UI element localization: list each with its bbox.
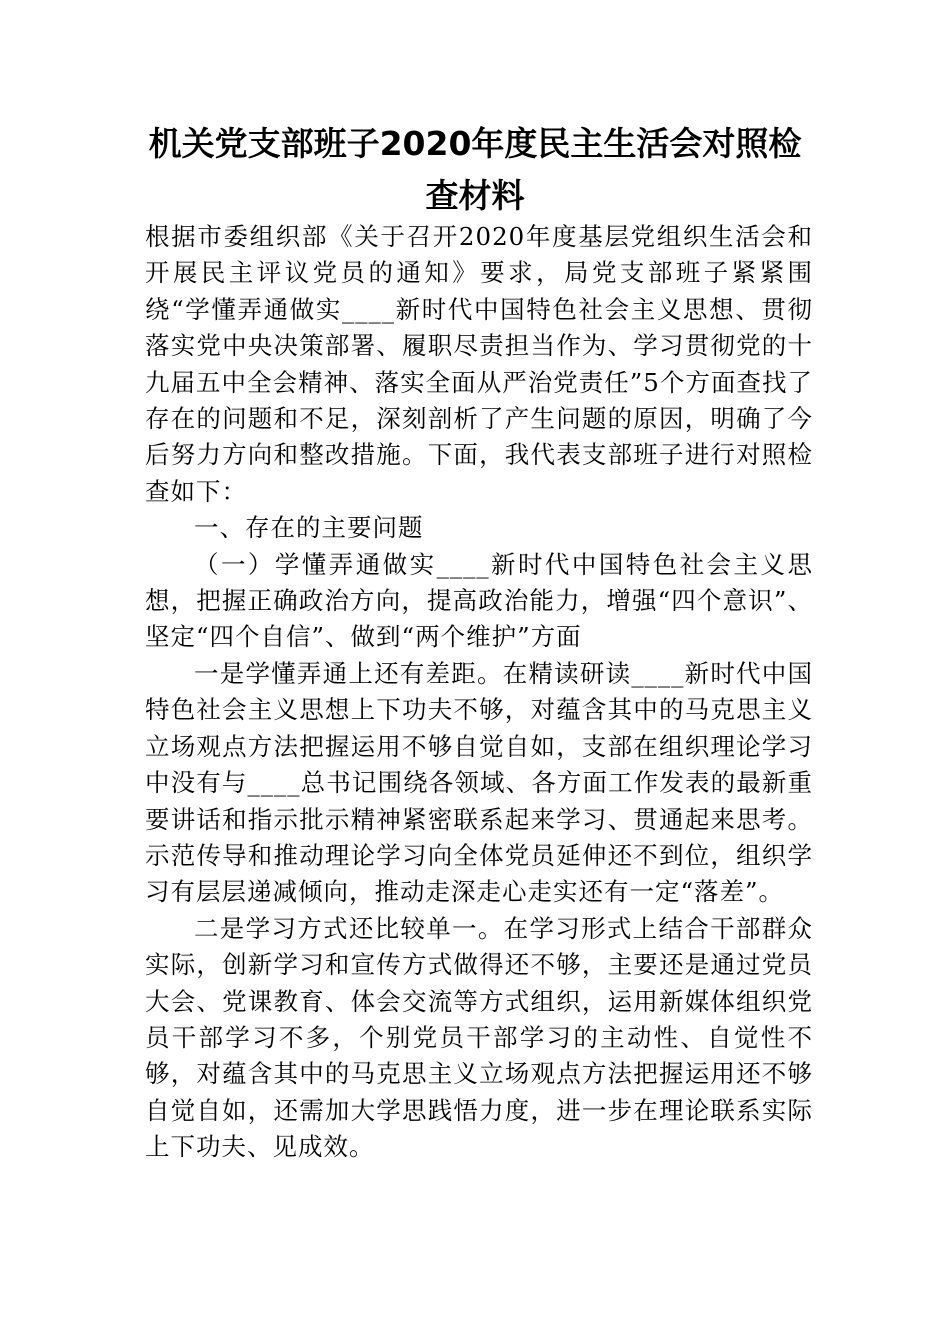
paragraph-point-1: 一是学懂弄通上还有差距。在精读研读____新时代中国特色社会主义思想上下功夫不够，对蕴含其中的马克思主义立场观点方法把握运用不够自觉自如，支部在组织理论学习中没有与____总书记围绕各领域、各方面工作发表的最新重要讲话和指示批示精神紧密联系起来学习、贯通起来思考。示范传导和推动理论学习向全体党员延伸还不到位，组织学习有层层递减倾向，推动走深走心走实还有一定“落差”。 bbox=[145, 658, 813, 907]
section-heading: 一、存在的主要问题 bbox=[194, 513, 424, 543]
document-body bbox=[145, 219, 813, 1166]
paragraph-intro: 根据市委组织部《关于召开2020年度基层党组织生活会和开展民主评议党员的通知》要求，局党支部班子紧紧围绕“学懂弄通做实____新时代中国特色社会主义思想、贯彻落实党中央决策部署、履职尽责担当作为、学习贯彻党的十九届五中全会精神、落实全面从严治党责任”5个方面查找了存在的问题和不足，深刻剖析了产生问题的原因，明确了今后努力方向和整改措施。下面，我代表支部班子进行对照检查如下： bbox=[145, 222, 813, 506]
document-title: 机关党支部班子2020年度民主生活会对照检查材料 bbox=[148, 124, 802, 215]
subsection-heading: （一）学懂弄通做实____新时代中国特色社会主义思想，把握正确政治方向，提高政治能力，增强“四个意识”、坚定“四个自信”、做到“两个维护”方面 bbox=[145, 549, 813, 652]
paragraph-point-2: 二是学习方式还比较单一。在学习形式上结合干部群众实际，创新学习和宣传方式做得还不够，主要还是通过党员大会、党课教育、体会交流等方式组织，运用新媒体组织党员干部学习不多，个别党员干部学习的主动性、自觉性不够，对蕴含其中的马克思主义立场观点方法把握运用还不够自觉自如，还需加大学思践悟力度，进一步在理论联系实际上下功夫、见成效。 bbox=[145, 913, 813, 1162]
